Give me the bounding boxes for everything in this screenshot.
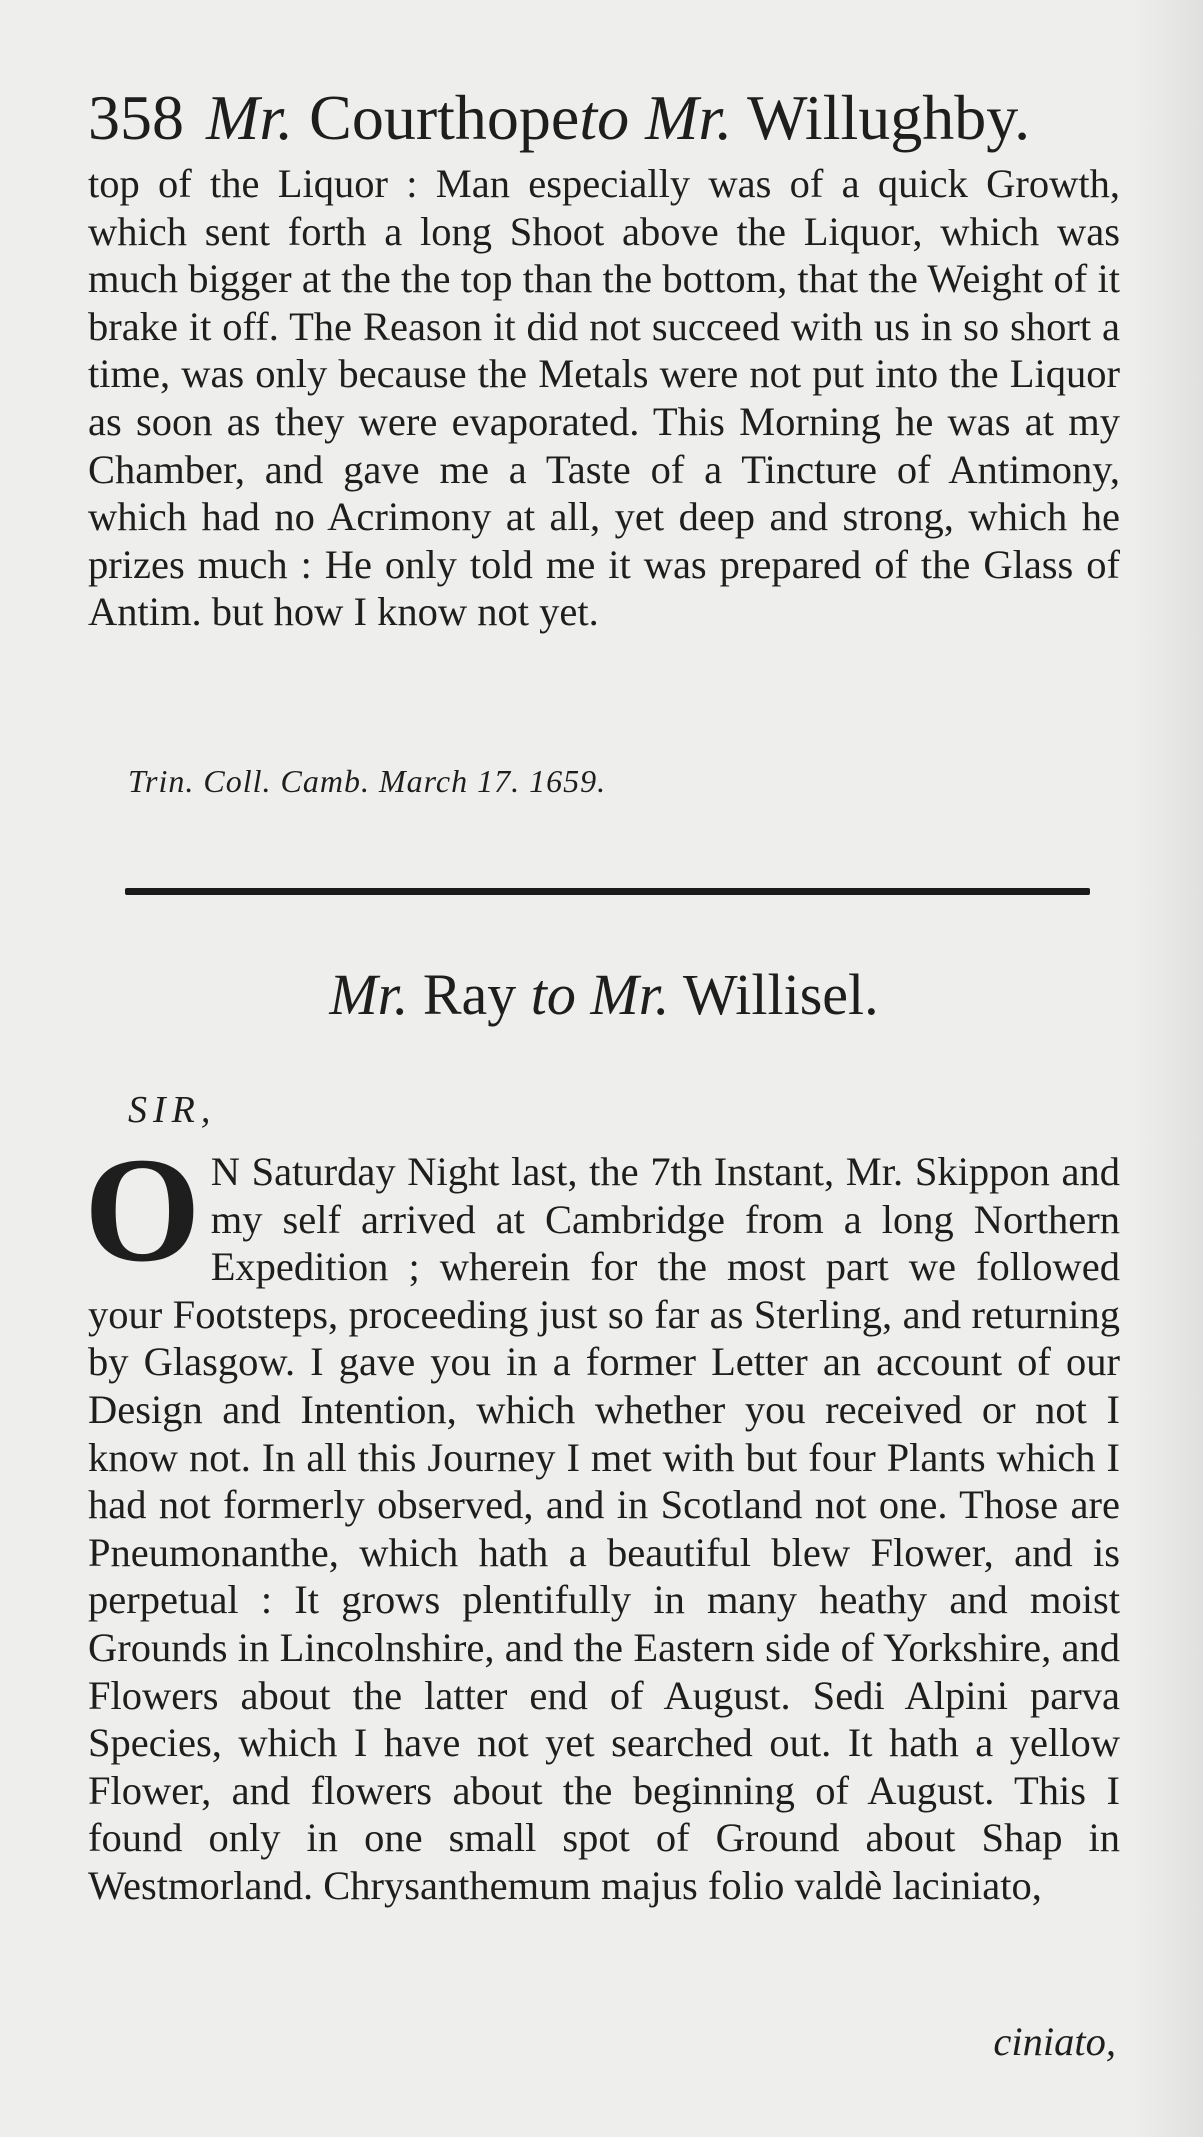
running-head-name1: Courthope	[309, 82, 580, 153]
letter1-dateline: Trin. Coll. Camb. March 17. 1659.	[128, 763, 607, 799]
page-edge-shadow	[1133, 0, 1203, 2137]
section-divider-rule	[125, 888, 1090, 895]
running-head-prefix2: Mr.	[645, 82, 733, 153]
letter1-paragraph: top of the Liquor : Man especially was of a quick Growth, which sent forth a long Shoot above the Liquor, which was much bigger at the the top than the bottom, that the Weight of it brake it off. The Reason it did not succeed with us in so short a time, was only because the Metals were not put into the Liquor as soon as they were evaporated. This Morning he was at my Chamber, and gave me a Taste of a Tincture of Antimony, which had no Acrimony at all, yet deep and strong, which he prizes much : He only told me it was prepared of the Glass of Antim. but how I know not yet.	[88, 161, 1120, 635]
catchword: ciniato,	[993, 2019, 1116, 2064]
drop-cap: O	[84, 1127, 201, 1293]
running-head-to: to	[579, 82, 630, 153]
page-number: 358	[88, 82, 184, 153]
letter2-heading	[88, 962, 1120, 1028]
running-head	[88, 82, 1128, 154]
letter2-heading-to: to	[530, 962, 576, 1027]
letter2-salutation: SIR,	[128, 1089, 217, 1131]
letter2-heading-prefix: Mr.	[329, 962, 409, 1027]
running-head-prefix: Mr.	[206, 82, 294, 153]
letter2-heading-name2: Willisel.	[682, 962, 879, 1027]
letter1-body	[88, 160, 1120, 636]
running-head-name2: Willughby.	[747, 82, 1031, 153]
letter2-heading-name1: Ray	[422, 962, 517, 1027]
letter2-heading-prefix2: Mr.	[590, 962, 670, 1027]
letter2-body	[84, 1127, 1120, 1910]
letter2-paragraph: N Saturday Night last, the 7th Instant, Mr. Skippon and my self arrived at Cambridge from a long Northern Expedition ; wherein for the most part we followed your Footsteps, proceeding just so far as Sterling, and returning by Glasgow. I gave you in a former Letter an account of our Design and Intention, which whether you received or not I know not. In all this Journey I met with but four Plants which I had not formerly observed, and in Scotland not one. Those are Pneumonanthe, which hath a beautiful blew Flower, and is perpetual : It grows plentifully in many heathy and moist Grounds in Lincolnshire, and the Eastern side of Yorkshire, and Flowers about the latter end of August. Sedi Alpini parva Species, which I have not yet searched out. It hath a yellow Flower, and flowers about the beginning of August. This I found only in one small spot of Ground about Shap in Westmorland. Chrysanthemum majus folio valdè laciniato,	[88, 1149, 1120, 1908]
